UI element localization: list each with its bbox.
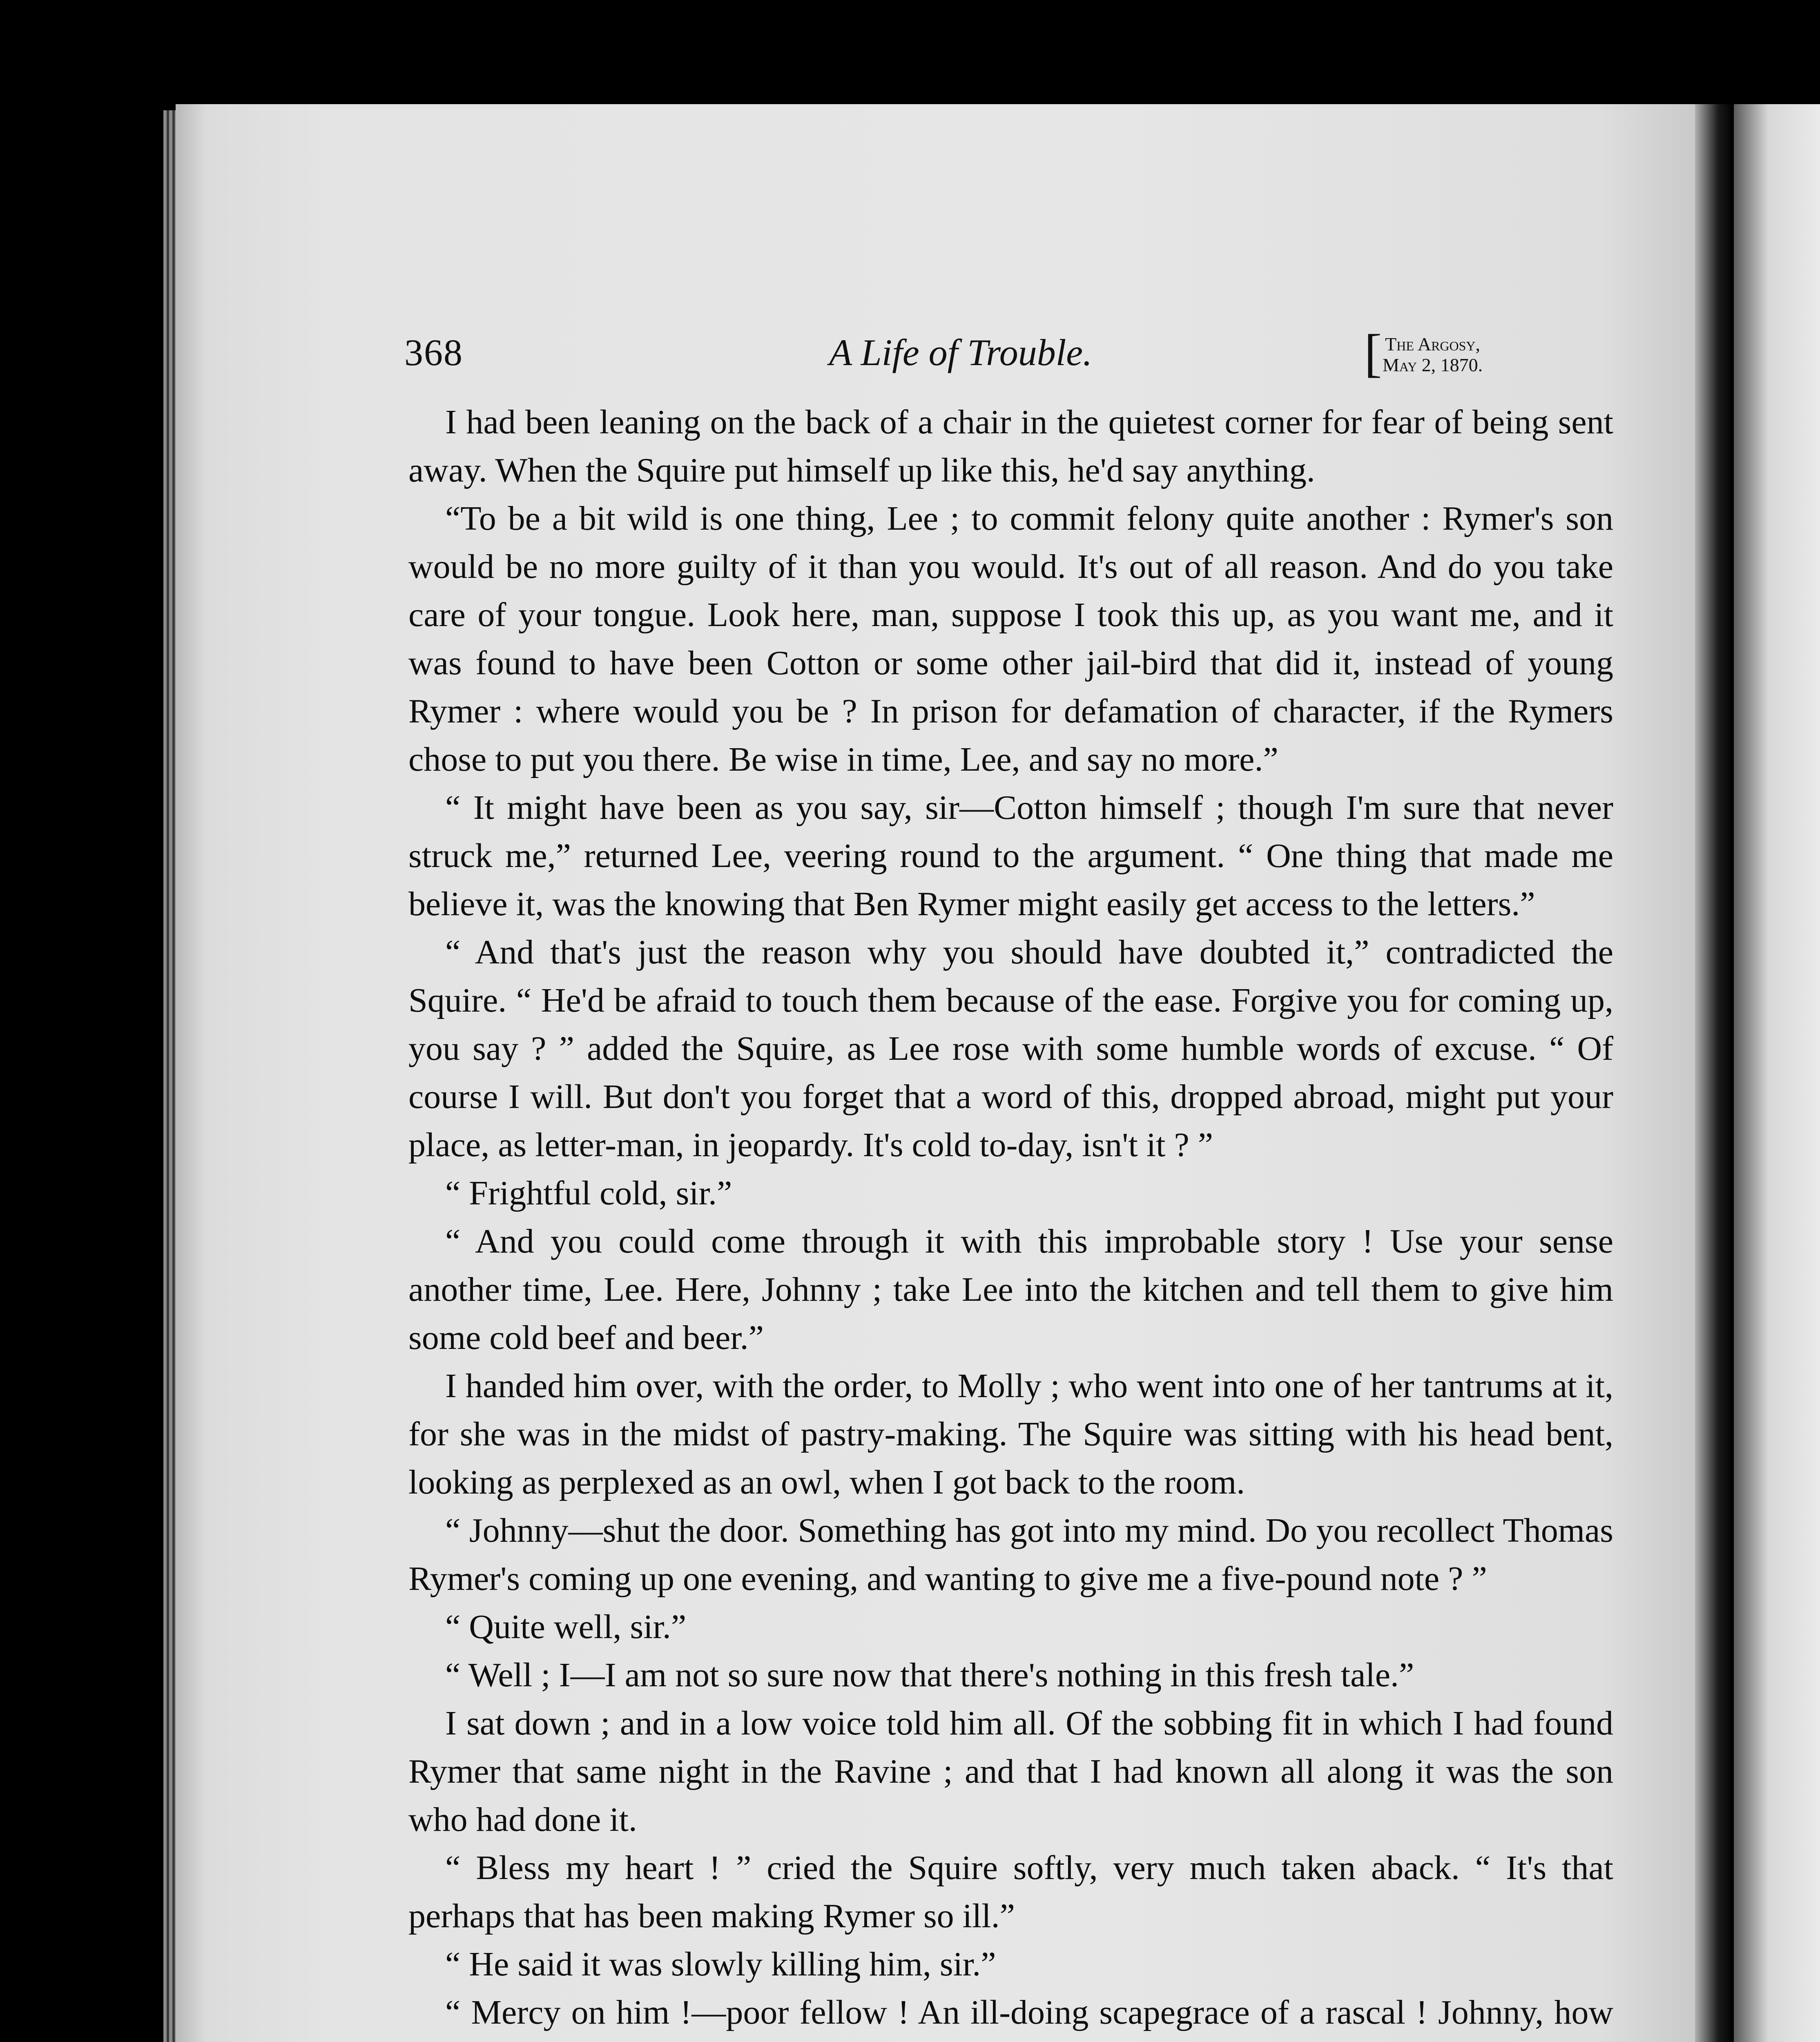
source-publication: The Argosy, — [1385, 334, 1481, 354]
paragraph: “ And you could come through it with this improbable story ! Use your sense another time, Lee. Here, Johnny ; take Lee into the kitchen and tell them to give him some cold beef and beer.” — [408, 1222, 1613, 1357]
running-title: A Life of Trouble. — [829, 332, 1093, 373]
paragraph: “ He said it was slowly killing him, sir.” — [445, 1945, 996, 1983]
source-bracket: [ — [1364, 324, 1382, 383]
page-number: 368 — [404, 332, 463, 373]
facing-page-edge — [1734, 104, 1820, 2042]
paragraph: “ It might have been as you say, sir—Cotton himself ; though I'm sure that never struck me,” returned Lee, veering round to the argument. “ One thing that made me believe it, was the knowing that Ben Rymer might easily get access to the letters.” — [408, 789, 1613, 923]
source-date: May 2, 1870. — [1383, 354, 1483, 375]
paragraph: “ Frightful cold, sir.” — [445, 1174, 732, 1212]
source-citation — [1383, 334, 1483, 375]
paragraph: I sat down ; and in a low voice told him all. Of the sobbing fit in which I had found Rymer that same night in the Ravine ; and that I had known all along it was the son who had done it. — [408, 1704, 1613, 1839]
body-text — [408, 398, 1613, 2042]
paragraph: I had been leaning on the back of a chair in the quietest corner for fear of being sent away. When the Squire put himself up like this, he'd say anything. — [408, 403, 1613, 489]
book-gutter — [1695, 104, 1734, 2042]
paragraph: I handed him over, with the order, to Molly ; who went into one of her tantrums at it, for she was in the midst of pastry-making. The Squire was sitting with his head bent, looking as perplexed as an owl, when I got back to the room. — [408, 1367, 1613, 1501]
page-header — [404, 324, 1589, 384]
paragraph: “ Johnny—shut the door. Something has got into my mind. Do you recollect Thomas Rymer's coming up one evening, and wanting to give me a five-pound note ? ” — [408, 1511, 1613, 1598]
paragraph: “ Bless my heart ! ” cried the Squire softly, very much taken aback. “ It's that perhaps that has been making Rymer so ill.” — [408, 1849, 1613, 1935]
paragraph: “ Well ; I—I am not so sure now that there's nothing in this fresh tale.” — [445, 1656, 1414, 1694]
paragraph: “ Mercy on him !—poor fellow ! An ill-doing scapegrace of a rascal ! Johnny, how — [445, 1993, 1613, 2031]
paragraph: “ And that's just the reason why you should have doubted it,” contradicted the Squire. “ He'd be afraid to touch them because of the ease. Forgive you for coming up, you say ? ” added the Squire, as Lee rose with some humble words of excuse. “ Of course I will. But don't you forget that a word of this, dropped abroad, might put your place, as letter-man, in jeopardy. It's cold to-day, isn't it ? ” — [408, 933, 1613, 1164]
paragraph: “ Quite well, sir.” — [445, 1608, 687, 1646]
paragraph: “To be a bit wild is one thing, Lee ; to commit felony quite another : Rymer's son would be no more guilty of it than you would. It's out of all reason. And do you take care of your tongue. Look here, man, suppose I took this up, as you want me, and it was found to have been Cotton or some other jail-bird that did it, instead of young Rymer : where would you be ? In prison for defamation of character, if the Rymers chose to put you there. Be wise in time, Lee, and say no more.” — [408, 499, 1613, 778]
